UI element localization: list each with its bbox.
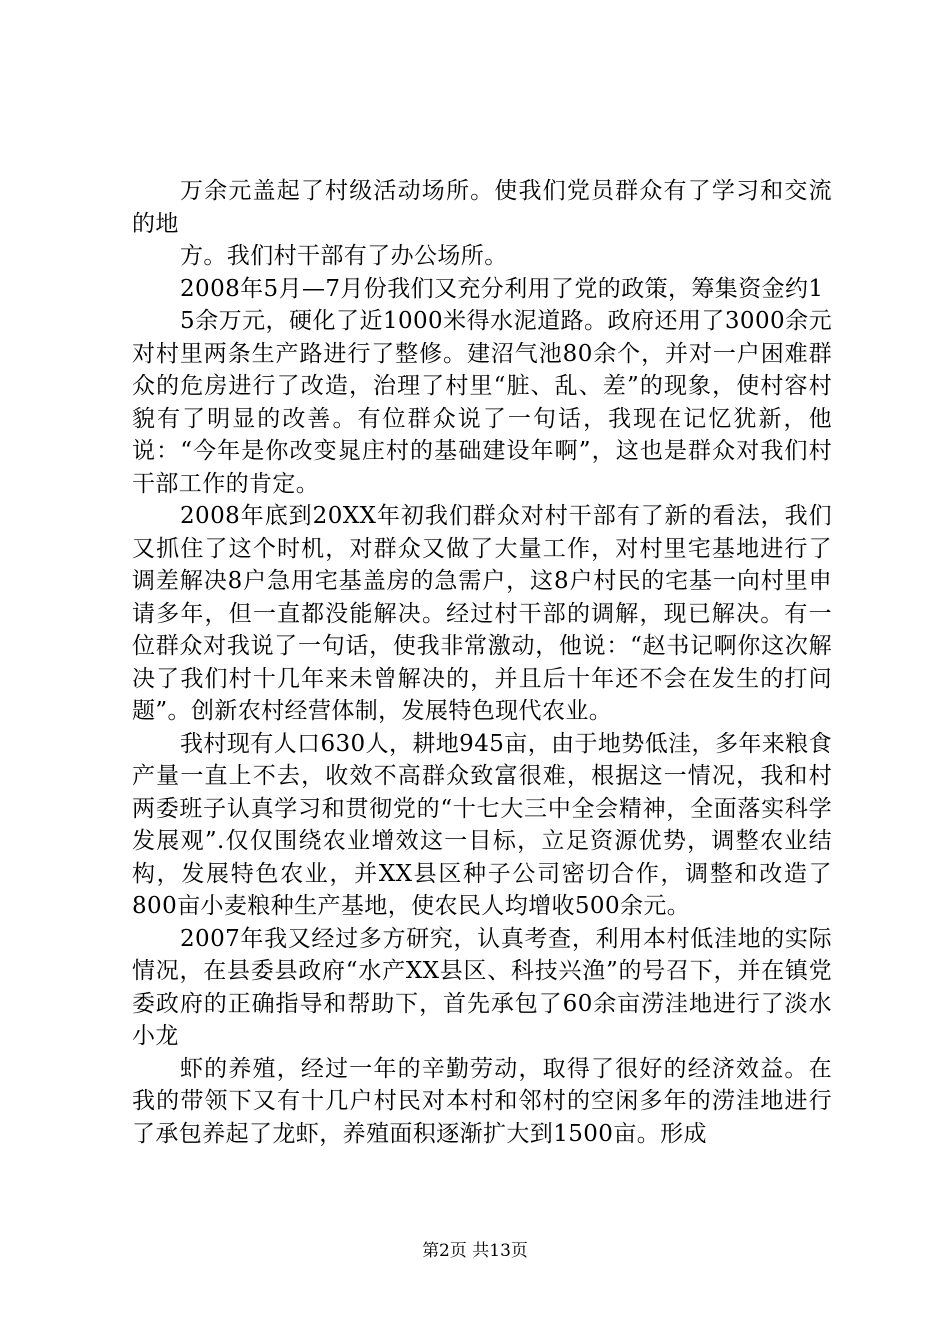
paragraph: 2008年底到20XX年初我们群众对村干部有了新的看法，我们又抓住了这个时机，对群众又做了大量工作，对村里宅基地进行了调差解决8户急用宅基盖房的急需户，这8户村民的宅基一向村里申请多年，但一直都没能解决。经过村干部的调解，现已解决。有一位群众对我说了一句话，使我非常激动，他说：“赵书记啊你这次解决了我们村十几年来未曾解决的，并且后十年还不会在发生的打问题”。创新农村经营体制，发展特色现代农业。 <box>132 503 832 724</box>
paragraph: 我村现有人口630人，耕地945亩，由于地势低洼，多年来粮食产量一直上不去，收效不高群众致富很难，根据这一情况，我和村两委班子认真学习和贯彻党的“十七大三中全会精神，全面落实科学发展观”.仅仅围绕农业增效这一目标，立足资源优势，调整农业结构，发展特色农业，并XX县区种子公司密切合作，调整和改造了800亩小麦粮种生产基地，使农民人均增收500余元。 <box>132 730 832 919</box>
paragraph: 方。我们村干部有了办公场所。 <box>180 243 508 269</box>
paragraph: 2008年5月—7月份我们又充分利用了党的政策，筹集资金约1 <box>180 275 824 302</box>
document-body <box>132 175 832 1150</box>
page-number-footer: 第2页 共13页 <box>422 1241 528 1261</box>
paragraph: 虾的养殖，经过一年的辛勤劳动，取得了很好的经济效益。在我的带领下又有十几户村民对本村和邻村的空闲多年的涝洼地进行了承包养起了龙虾，养殖面积逐渐扩大到1500亩。形成 <box>132 1055 832 1147</box>
paragraph: 万余元盖起了村级活动场所。使我们党员群众有了学习和交流的地 <box>132 178 832 237</box>
paragraph: 5余万元，硬化了近1000米得水泥道路。政府还用了3000余元对村里两条生产路进行了整修。建沼气池80余个，并对一户困难群众的危房进行了改造，治理了村里“脏、乱、差”的现象，使村容村貌有了明显的改善。有位群众说了一句话，我现在记忆犹新，他说：“今年是你改变晁庄村的基础建设年啊”，这也是群众对我们村干部工作的肯定。 <box>132 308 832 497</box>
paragraph: 2007年我又经过多方研究，认真考查，利用本村低洼地的实际情况，在县委县政府“水产XX县区、科技兴渔”的号召下，并在镇党委政府的正确指导和帮助下，首先承包了60余亩涝洼地进行了淡水小龙 <box>132 925 832 1049</box>
